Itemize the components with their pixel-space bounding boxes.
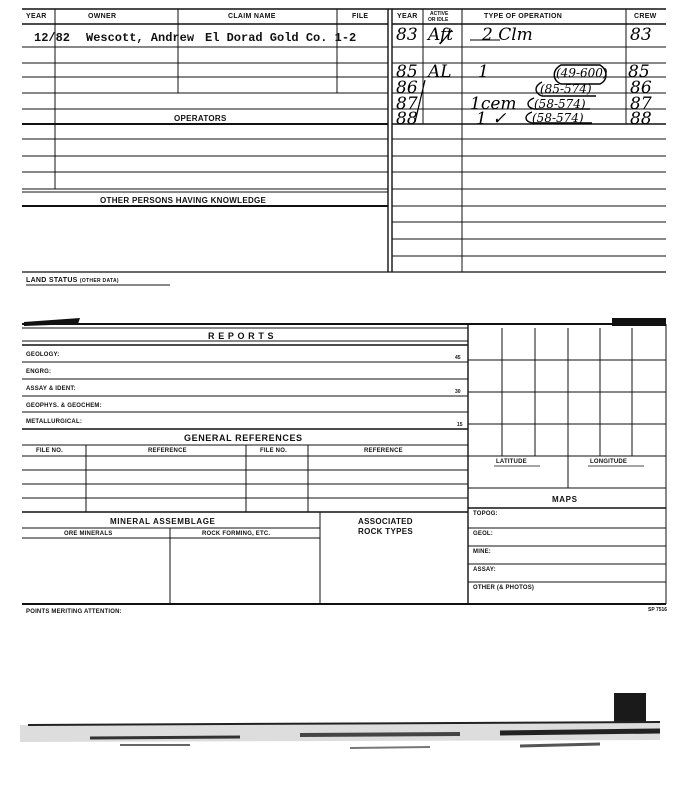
log-op-1: 2 Clm	[482, 25, 533, 45]
crew-header: CREW	[634, 13, 657, 20]
record-owner: Wescott, Andrew	[86, 31, 195, 45]
rock-forming-header: ROCK FORMING, ETC.	[202, 531, 271, 537]
other-persons-header: OTHER PERSONS HAVING KNOWLEDGE	[100, 196, 267, 205]
engrg-label: ENGRG:	[26, 369, 52, 375]
file-no-header: FILE NO.	[36, 448, 63, 454]
log-year-2: 85	[396, 62, 418, 82]
report-number-30: 30	[455, 389, 461, 395]
log-crew-5: 88	[630, 109, 652, 129]
reports-header: R E P O R T S	[208, 331, 275, 341]
log-op-5: 1 ✓	[476, 109, 507, 129]
type-of-operation-header: TYPE OF OPERATION	[484, 13, 563, 20]
idle-header: OR IDLE	[428, 17, 449, 23]
file-no-header-2: FILE NO.	[260, 448, 287, 454]
file-header: FILE	[352, 13, 369, 20]
maps-header: MAPS	[552, 495, 578, 504]
log-crew-1: 83	[630, 25, 652, 45]
general-references-header: GENERAL REFERENCES	[184, 433, 303, 443]
record-claim: El Dorad Gold Co. 1-2	[205, 31, 357, 45]
log-permit-4: (58-574)	[534, 97, 586, 111]
metallurgical-label: METALLURGICAL:	[26, 419, 83, 425]
operators-header: OPERATORS	[174, 114, 227, 123]
geophys-label: GEOPHYS. & GEOCHEM:	[26, 403, 102, 409]
assay-map-label: ASSAY:	[473, 567, 496, 573]
associated-header: ASSOCIATED	[358, 517, 413, 526]
geology-label: GEOLOGY:	[26, 352, 60, 358]
latitude-label: LATITUDE	[496, 459, 527, 465]
log-permit-3: (85-574)	[540, 82, 592, 96]
geol-label: GEOL:	[473, 531, 493, 537]
log-year-1: 83	[396, 25, 418, 45]
assay-label: ASSAY & IDENT:	[26, 386, 76, 392]
form-number: SP 7516	[648, 607, 668, 613]
longitude-label: LONGITUDE	[590, 459, 628, 465]
log-crew-2: 85	[628, 62, 650, 82]
log-status-2: AL	[428, 62, 452, 82]
points-meriting-attention-label: POINTS MERITING ATTENTION:	[26, 609, 122, 615]
claim-name-header: CLAIM NAME	[228, 13, 276, 20]
log-permit-5: (58-574)	[532, 111, 584, 125]
ore-minerals-header: ORE MINERALS	[64, 531, 113, 537]
reference-header-2: REFERENCE	[364, 448, 403, 454]
log-year-3: 86	[396, 78, 418, 98]
report-number-15: 15	[457, 422, 463, 428]
log-year-4: 87	[396, 94, 418, 114]
owner-header: OWNER	[88, 13, 117, 20]
report-number-45: 45	[455, 355, 461, 361]
land-status-label: LAND STATUS (OTHER DATA)	[26, 277, 119, 284]
reference-header: REFERENCE	[148, 448, 187, 454]
rock-types-header: ROCK TYPES	[358, 527, 414, 536]
scan-artifacts	[20, 318, 666, 748]
other-photos-label: OTHER (& PHOTOS)	[473, 585, 535, 591]
active-header: ACTIVE	[430, 11, 449, 17]
log-status-1: Aft	[428, 25, 454, 45]
mineral-assemblage-header: MINERAL ASSEMBLAGE	[110, 517, 216, 526]
log-crew-3: 86	[630, 78, 652, 98]
log-permit-2: (49-600)	[556, 66, 608, 80]
log-op-4: 1cem	[470, 94, 517, 114]
log-year-5: 88	[396, 109, 418, 129]
log-crew-4: 87	[630, 94, 652, 114]
record-year: 12/82	[34, 31, 71, 45]
topog-label: TOPOG:	[473, 511, 498, 517]
year2-header: YEAR	[397, 13, 418, 20]
year-header: YEAR	[26, 13, 47, 20]
log-op-2: 1	[478, 62, 489, 82]
mine-label: MINE:	[473, 549, 491, 555]
